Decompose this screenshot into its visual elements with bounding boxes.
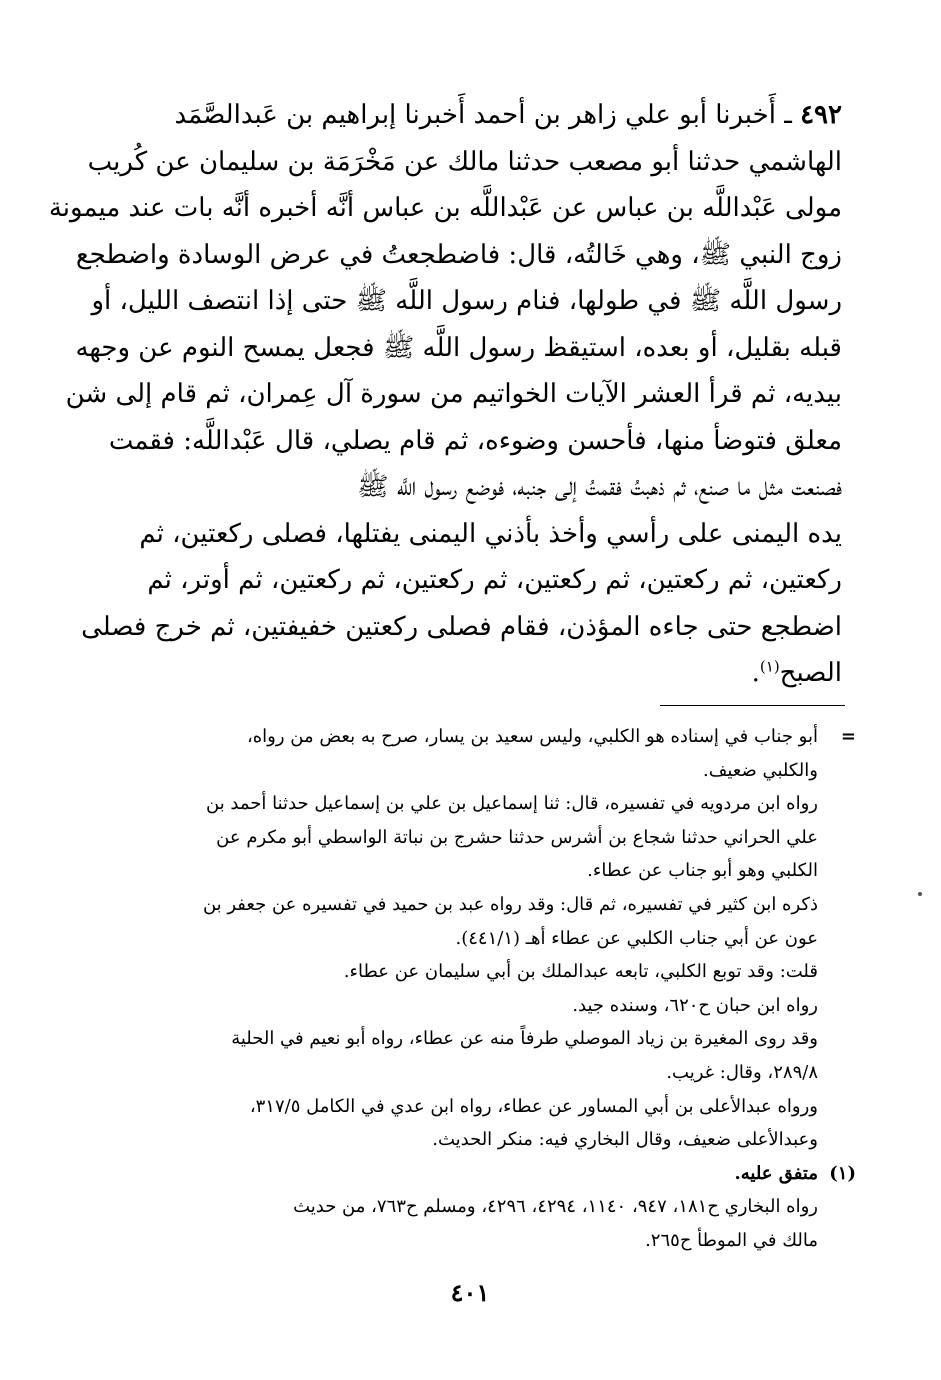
hadith-line: يده اليمنى على رأسي وأخذ بأذني اليمنى يفتلها، فصلى ركعتين، ثم: [139, 518, 842, 549]
footnote-line: وقد روى المغيرة بن زياد الموصلي طرفاً منه عن عطاء، رواه أبو نعيم في الحلية: [231, 1028, 818, 1050]
page-number: ٤٠١: [450, 1278, 490, 1307]
footnote-line: ٢٨٩/٨، وقال: غريب.: [666, 1061, 818, 1083]
hadith-line: رسول اللَّه ﷺ في طولها، فنام رسول اللَّه ﷺ حتى إذا انتصف الليل، أو: [91, 286, 842, 316]
continuation-mark: =: [840, 726, 856, 747]
hadith-line: اضطجع حتى جاءه المؤذن، فقام فصلى ركعتين خفيفتين، ثم خرج فصلى: [81, 611, 842, 642]
hadith-line-text: ـ أَخبرنا أبو علي زاهر بن أحمد أَخبرنا إبراهيم بن عَبدالصَّمَد: [174, 100, 792, 130]
footnotes-section: [96, 720, 856, 1258]
footnote-body: [96, 720, 818, 1157]
hadith-number: ٤٩٢: [800, 100, 842, 130]
footnote-reference: (١): [759, 657, 780, 676]
footnote-heading: متفق عليه.: [734, 1162, 818, 1184]
footnote-line: عون عن أبي جناب الكلبي عن عطاء أهـ (٤٤١/١).: [455, 927, 818, 949]
hadith-line: زوج النبي ﷺ، وهي خَالتُه، قال: فاضطجعتُ في عرض الوسادة واضطجع: [75, 239, 842, 270]
footnote-line: والكلبي ضعيف.: [703, 759, 818, 781]
hadith-text: [48, 92, 842, 697]
hadith-line: [100, 92, 842, 139]
footnote-line: رواه ابن حبان ح٦٢٠، وسنده جيد.: [572, 994, 818, 1016]
footnote-line: قلت: وقد توبع الكلبي، تابعه عبدالملك بن أبي سليمان عن عطاء.: [343, 961, 818, 983]
hadith-line: الهاشمي حدثنا أبو مصعب حدثنا مالك عن مَخْرَمَة بن سليمان عن كُريب: [87, 146, 842, 177]
footnote-line: علي الحراني حدثنا شجاع بن أشرس حدثنا حشرج بن نباتة الواسطي أبو مكرم عن: [216, 826, 818, 848]
hadith-line: قبله بقليل، أو بعده، استيقظ رسول اللَّه ﷺ فجعل يمسح النوم عن وجهه: [75, 332, 842, 363]
footnote-line: الكلبي وهو أبو جناب عن عطاء.: [587, 860, 818, 882]
footnote-line: وعبدالأعلى ضعيف، وقال البخاري فيه: منكر الحديث.: [432, 1129, 818, 1151]
hadith-line: ركعتين، ثم ركعتين، ثم ركعتين، ثم ركعتين، ثم ركعتين، ثم أوتر، ثم: [147, 565, 842, 595]
hadith-line: مولى عَبْداللَّه بن عباس عن عَبْداللَّه بن عباس أنَّه أخبره أنَّه بات عند ميمونة: [48, 193, 842, 223]
footnote-body: [96, 1157, 818, 1258]
footnote-number: (١): [829, 1162, 856, 1184]
hadith-line: [100, 650, 842, 697]
hadith-line: معلق فتوضأ منها، فأحسن وضوءه، ثم قام يصلي، قال عَبْداللَّه: فقمت: [108, 425, 842, 456]
end-period: .: [751, 658, 760, 688]
footnote-separator: [660, 705, 845, 706]
footnote-line: رواه البخاري ح١٨١، ٩٤٧، ١١٤٠، ٤٢٩٤، ٤٢٩٦، ومسلم ح٧٦٣، من حديث: [293, 1196, 818, 1218]
footnote-line: أبو جناب في إسناده هو الكلبي، وليس سعيد بن يسار، صرح به بعض من رواه،: [246, 726, 818, 747]
margin-dot: [918, 892, 922, 896]
footnote-1: [96, 1157, 856, 1258]
footnote-line: ورواه عبدالأعلى بن أبي المساور عن عطاء، رواه ابن عدي في الكامل ٣١٧/٥،: [249, 1095, 818, 1117]
footnote-line: رواه ابن مردويه في تفسيره، قال: ثنا إسماعيل بن علي بن إسماعيل حدثنا أحمد بن: [206, 793, 818, 815]
footnote-line: مالك في الموطأ ح٢٦٥.: [645, 1229, 818, 1251]
hadith-line: بيديه، ثم قرأ العشر الآيات الخواتيم من سورة آل عِمران، ثم قام إلى شن: [65, 379, 842, 409]
hadith-line-text: الصبح: [779, 658, 842, 688]
hadith-line: فصنعت مثل ما صنع، ثم ذهبتُ فقمتُ إلى جنبه، فوضع رسول اللَّه ﷺ: [357, 472, 842, 502]
footnote-continuation: [96, 720, 856, 1157]
footnote-line: ذكره ابن كثير في تفسيره، ثم قال: وقد رواه عبد بن حميد في تفسيره عن جعفر بن: [202, 893, 818, 915]
